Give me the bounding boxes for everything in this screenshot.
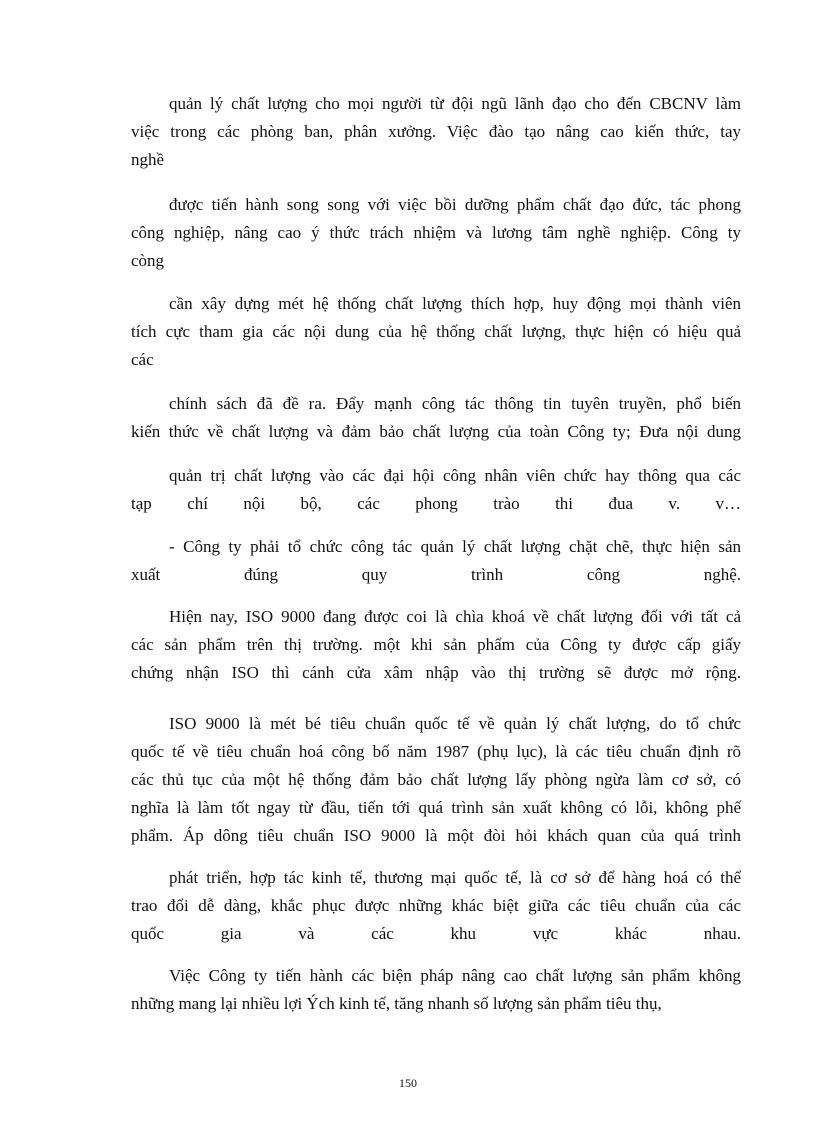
paragraph-9 (131, 864, 741, 948)
text-line: chính sách đã đề ra. Đẩy mạnh công tác thông tin tuyên truyền, phổ biến (169, 394, 741, 413)
text-line: xuất đúng quy trình công nghệ. (131, 565, 741, 584)
text-line: các thủ tục của một hệ thống đảm bảo chất lượng lấy phòng ngừa làm cơ sở, có (131, 770, 741, 789)
text-line: những mang lại nhiều lợi Ých kinh tế, tăng nhanh số lượng sản phẩm tiêu thụ, (131, 994, 662, 1013)
paragraph-10 (131, 962, 741, 1018)
text-line: Hiện nay, ISO 9000 đang được coi là chìa khoá về chất lượng đối với tất cả (169, 607, 741, 626)
text-line: quản lý chất lượng cho mọi người từ đội ngũ lãnh đạo cho đến CBCNV làm (169, 94, 741, 113)
text-line: nghề (131, 150, 165, 169)
text-line: ISO 9000 là mét bé tiêu chuẩn quốc tế về quản lý chất lượng, do tổ chức (169, 714, 741, 733)
paragraph-1 (131, 90, 741, 174)
text-line: - Công ty phải tổ chức công tác quản lý chất lượng chặt chẽ, thực hiện sản (169, 537, 741, 556)
text-line: chứng nhận ISO thì cánh cửa xâm nhập vào thị trường sẽ được mở rộng. (131, 663, 741, 682)
text-line: Việc Công ty tiến hành các biện pháp nâng cao chất lượng sản phẩm không (169, 966, 741, 985)
text-line: trao đổi dễ dàng, khắc phục được những khác biệt giữa các tiêu chuẩn của các (131, 896, 741, 915)
text-line: phát triển, hợp tác kinh tế, thương mại quốc tế, là cơ sở để hàng hoá có thể (169, 868, 741, 887)
paragraph-7 (131, 603, 741, 687)
text-line: quốc tế về tiêu chuẩn hoá công bố năm 1987 (phụ lục), là các tiêu chuẩn định rõ (131, 742, 741, 761)
paragraph-8 (131, 710, 741, 850)
paragraph-3 (131, 290, 741, 374)
text-line: tạp chí nội bộ, các phong trào thi đua v. v… (131, 494, 741, 513)
text-line: quản trị chất lượng vào các đại hội công nhân viên chức hay thông qua các (169, 466, 741, 485)
text-line: công nghiệp, nâng cao ý thức trách nhiệm và lương tâm nghề nghiệp. Công ty (131, 223, 741, 242)
text-line: nghĩa là làm tốt ngay từ đầu, tiến tới quá trình sản xuất không có lỗi, không phế (131, 798, 741, 817)
text-line: các sản phẩm trên thị trường. một khi sản phẩm của Công ty được cấp giấy (131, 635, 741, 654)
text-line: cần xây dựng mét hệ thống chất lượng thích hợp, huy động mọi thành viên (169, 294, 741, 313)
paragraph-2 (131, 191, 741, 275)
page-number: 150 (399, 1076, 417, 1090)
paragraph-5 (131, 462, 741, 518)
paragraph-4 (131, 390, 741, 446)
text-line: các (131, 350, 154, 369)
text-line: được tiến hành song song với việc bồi dưỡng phẩm chất đạo đức, tác phong (169, 195, 741, 214)
text-line: việc trong các phòng ban, phân xưởng. Việc đào tạo nâng cao kiến thức, tay (131, 122, 741, 141)
text-line: quốc gia và các khu vực khác nhau. (131, 924, 741, 943)
paragraph-6 (131, 533, 741, 589)
text-line: kiến thức về chất lượng và đảm bảo chất lượng của toàn Công ty; Đưa nội dung (131, 422, 741, 441)
text-line: còng (131, 251, 165, 270)
text-line: phẩm. Áp dông tiêu chuẩn ISO 9000 là một đòi hỏi khách quan của quá trình (131, 826, 741, 845)
text-line: tích cực tham gia các nội dung của hệ thống chất lượng, thực hiện có hiệu quả (131, 322, 741, 341)
